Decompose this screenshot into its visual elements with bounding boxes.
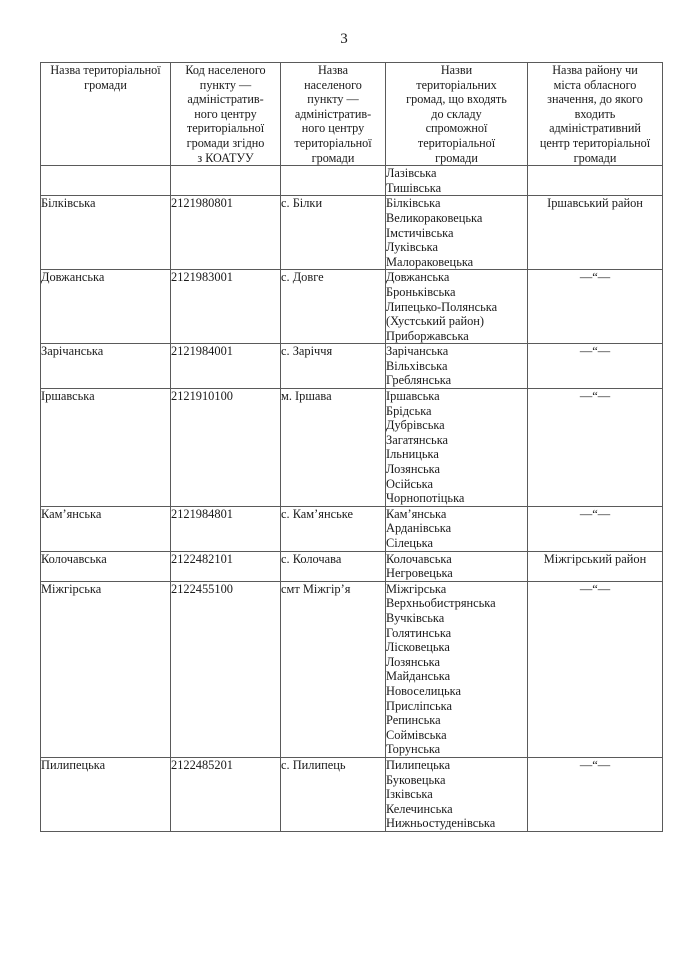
header-line: адміністративний [549,121,641,136]
community-list-item: Негровецька [386,566,453,581]
cell-settlement-code [171,166,281,196]
community-list-item: Зарічанська [386,344,449,359]
column-header-settlement-name [281,63,386,166]
cell-settlement-name: с. Кам’янське [281,506,386,551]
header-line: Назва району чи [552,63,638,77]
table-row [41,166,663,196]
cell-raion-ditto [528,344,663,389]
cell-settlement-code: 2121980801 [171,196,281,270]
table-row [41,270,663,344]
community-list-item: (Хустський район) [386,314,485,329]
community-list-item: Сілецька [386,536,434,550]
header-line: територіальної [186,121,265,136]
cell-raion-ditto [528,757,663,831]
table-header-row [41,63,663,166]
community-list-item: Великораковецька [386,210,483,225]
table-body [41,166,663,832]
ditto-mark: —“— [579,757,611,772]
cell-raion [528,196,663,270]
community-list-item: Вільхівська [386,358,448,373]
column-header-member-communities [386,63,528,166]
cell-community-name: Міжгірська [41,581,171,757]
header-line: ного центру [301,121,365,136]
community-list-item: Дубрівська [386,418,445,433]
community-list-item: Лісковецька [386,640,450,655]
community-list-item: Чорнопотіцька [386,491,465,506]
cell-member-communities [386,506,528,551]
cell-settlement-name: с. Довге [281,270,386,344]
cell-member-communities [386,166,528,196]
community-list-item: Броньківська [386,284,456,299]
header-line: Назва територіальної [50,63,161,77]
community-list-item: Пилипецька [386,757,451,772]
community-list-item: Репинська [386,713,441,728]
cell-settlement-code: 2122455100 [171,581,281,757]
header-line: адміністратив- [294,106,372,121]
cell-member-communities [386,344,528,389]
cell-settlement-code: 2121984801 [171,506,281,551]
header-line: громади [311,150,355,165]
header-line: входить [574,106,616,121]
header-line: міста обласного [553,77,637,92]
table-row [41,389,663,507]
table-row [41,196,663,270]
community-list-item: Довжанська [386,270,450,285]
cell-community-name: Іршавська [41,389,171,507]
header-line: громад, що входять [406,92,507,107]
header-line: спроможної [425,121,488,136]
cell-member-communities [386,389,528,507]
community-list-item: Келечинська [386,801,453,816]
community-list-item: Імстичівська [386,225,454,240]
cell-settlement-name: смт Міжгір’я [281,581,386,757]
cell-settlement-code: 2121910100 [171,389,281,507]
cell-raion-ditto [528,270,663,344]
cell-settlement-name: м. Іршава [281,389,386,507]
header-line: до складу [431,106,482,121]
community-list-item: Брідська [386,403,432,418]
cell-community-name [41,166,171,196]
header-line: пункту — [307,92,359,107]
table-row [41,757,663,831]
cell-community-name: Довжанська [41,270,171,344]
community-list-item: Білківська [386,196,441,211]
cell-settlement-name: с. Пилипець [281,757,386,831]
cell-raion [528,166,663,196]
header-line: Код населеного [185,63,266,77]
cell-settlement-name: с. Колочава [281,551,386,581]
header-line: ного центру [194,106,257,121]
header-line: громади [573,150,617,165]
cell-community-name: Колочавська [41,551,171,581]
header-line: адміністратив- [187,92,264,107]
community-list-item: Лозянська [386,462,440,477]
cell-member-communities [386,196,528,270]
cell-settlement-code: 2121984001 [171,344,281,389]
community-list-item: Верхньобистрянська [386,596,496,611]
header-line: населеного [304,77,362,92]
cell-raion-ditto [528,506,663,551]
ditto-mark: —“— [579,581,611,596]
header-line: значення, до якого [547,92,643,107]
cell-member-communities [386,581,528,757]
community-list-item: Буковецька [386,772,446,787]
community-list-item: Ільницька [386,447,439,462]
community-list-item: Колочавська [386,551,452,566]
table-row [41,551,663,581]
cell-community-name: Зарічанська [41,344,171,389]
community-list-item: Луківська [386,240,439,255]
cell-community-name: Кам’янська [41,506,171,551]
cell-community-name: Білківська [41,196,171,270]
column-header-community-name [41,63,171,166]
cell-settlement-code: 2121983001 [171,270,281,344]
header-line: центр територіальної [539,135,651,150]
header-line: Назва [317,63,349,77]
ditto-mark: —“— [579,389,611,404]
community-list-item: Міжгірська [386,581,447,596]
table-header [41,63,663,166]
community-list-item: Соймівська [386,727,447,742]
community-list-item: Малораковецька [386,254,474,269]
header-line: з КОАТУУ [197,150,254,165]
raion-label: Міжгірський район [543,551,647,566]
cell-raion-ditto [528,389,663,507]
community-list-item: Голятинська [386,625,452,640]
column-header-raion [528,63,663,166]
community-list-item: Загатянська [386,432,449,447]
cell-member-communities [386,270,528,344]
cell-settlement-name: с. Заріччя [281,344,386,389]
community-list-item: Торунська [386,742,441,757]
community-list-item: Іршавська [386,389,440,404]
cell-settlement-name: с. Білки [281,196,386,270]
header-line: територіальної [417,135,496,150]
header-line: Назви [440,63,473,77]
cell-settlement-code: 2122485201 [171,757,281,831]
cell-settlement-code: 2122482101 [171,551,281,581]
table-row [41,506,663,551]
community-list-item: Тишівська [386,180,442,195]
cell-raion-ditto [528,581,663,757]
territorial-communities-table [40,62,663,832]
cell-settlement-name [281,166,386,196]
ditto-mark: —“— [579,270,611,285]
header-line: пункту — [199,77,252,92]
community-list-item: Лазівська [386,166,437,181]
cell-member-communities [386,551,528,581]
cell-member-communities [386,757,528,831]
table-row [41,344,663,389]
raion-label: Іршавський район [547,196,643,211]
community-list-item: Новоселицька [386,683,461,698]
header-line: територіальної [294,135,372,150]
header-line: громади [435,150,478,165]
community-list-item: Осійська [386,476,434,491]
cell-raion [528,551,663,581]
ditto-mark: —“— [579,344,611,359]
community-list-item: Кам’янська [386,506,447,521]
header-line: громади [84,77,127,92]
community-list-item: Ізківська [386,787,433,802]
community-list-item: Арданівська [386,521,452,536]
community-list-item: Присліпська [386,698,453,713]
cell-community-name: Пилипецька [41,757,171,831]
community-list-item: Липецько-Полянська [386,299,498,314]
header-line: територіальних [416,77,497,92]
header-line: громади згідно [186,135,265,150]
ditto-mark: —“— [579,506,611,521]
community-list-item: Приборжавська [386,328,469,343]
community-list-item: Лозянська [386,654,440,669]
page-number: 3 [340,31,348,47]
community-list-item: Майданська [386,669,451,684]
column-header-settlement-code [171,63,281,166]
community-list-item: Вучківська [386,610,445,625]
community-list-item: Греблянська [386,373,452,388]
table-row [41,581,663,757]
community-list-item: Нижньостуденівська [386,816,496,831]
